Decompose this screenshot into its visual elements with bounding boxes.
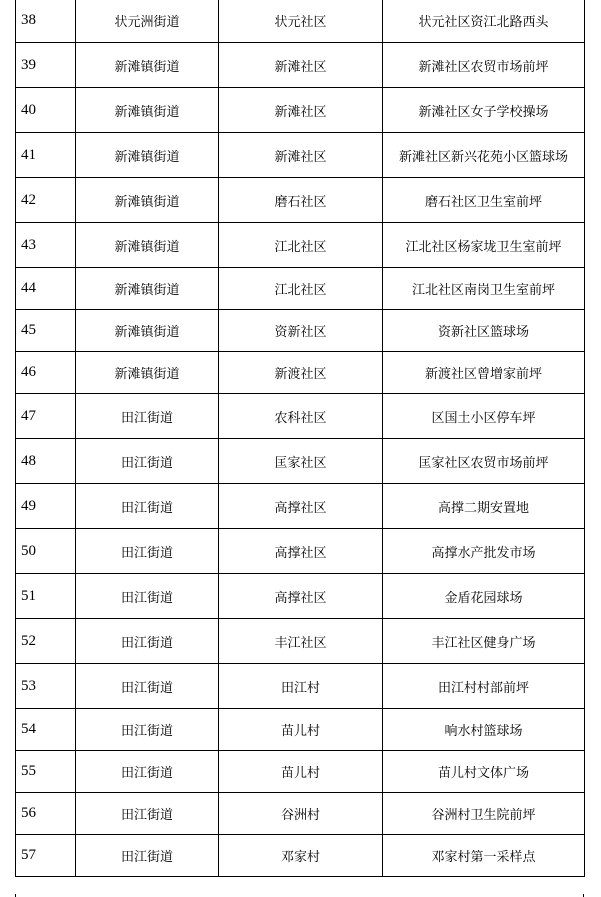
location-cell: 新滩社区女子学校操场 bbox=[383, 88, 585, 133]
location-cell: 磨石社区卫生室前坪 bbox=[383, 178, 585, 223]
location-cell: 匡家社区农贸市场前坪 bbox=[383, 439, 585, 484]
location-cell: 江北社区杨家垅卫生室前坪 bbox=[383, 223, 585, 268]
location-cell: 新滩社区新兴花苑小区篮球场 bbox=[383, 133, 585, 178]
table-row bbox=[16, 835, 585, 877]
row-number: 48 bbox=[16, 439, 76, 484]
community-cell: 新滩社区 bbox=[219, 43, 383, 88]
location-cell: 谷洲村卫生院前坪 bbox=[383, 793, 585, 835]
street-cell: 田江街道 bbox=[76, 574, 219, 619]
location-cell: 响水村篮球场 bbox=[383, 709, 585, 751]
street-cell: 状元洲街道 bbox=[76, 0, 219, 43]
table-row bbox=[16, 223, 585, 268]
row-number: 44 bbox=[16, 268, 76, 310]
location-cell: 高撑水产批发市场 bbox=[383, 529, 585, 574]
community-cell: 磨石社区 bbox=[219, 178, 383, 223]
community-cell: 苗儿村 bbox=[219, 751, 383, 793]
community-cell: 谷洲村 bbox=[219, 793, 383, 835]
table-row bbox=[16, 352, 585, 394]
street-cell: 田江街道 bbox=[76, 709, 219, 751]
row-number: 41 bbox=[16, 133, 76, 178]
table-row bbox=[16, 793, 585, 835]
street-cell: 新滩镇街道 bbox=[76, 133, 219, 178]
row-number: 49 bbox=[16, 484, 76, 529]
location-cell: 苗儿村文体广场 bbox=[383, 751, 585, 793]
row-number: 51 bbox=[16, 574, 76, 619]
table-row bbox=[16, 664, 585, 709]
community-cell: 匡家社区 bbox=[219, 439, 383, 484]
location-cell: 新渡社区曾增家前坪 bbox=[383, 352, 585, 394]
community-cell: 苗儿村 bbox=[219, 709, 383, 751]
street-cell: 田江街道 bbox=[76, 394, 219, 439]
community-cell: 邓家村 bbox=[219, 835, 383, 877]
street-cell: 田江街道 bbox=[76, 439, 219, 484]
row-number: 46 bbox=[16, 352, 76, 394]
table-row bbox=[16, 484, 585, 529]
street-cell: 新滩镇街道 bbox=[76, 178, 219, 223]
community-cell: 江北社区 bbox=[219, 223, 383, 268]
street-cell: 田江街道 bbox=[76, 751, 219, 793]
location-cell: 区国土小区停车坪 bbox=[383, 394, 585, 439]
table-row bbox=[16, 88, 585, 133]
sampling-site-table-container bbox=[15, 0, 584, 877]
table-row bbox=[16, 268, 585, 310]
table-row bbox=[16, 751, 585, 793]
table-row bbox=[16, 310, 585, 352]
table-row bbox=[16, 133, 585, 178]
community-cell: 新滩社区 bbox=[219, 88, 383, 133]
row-number: 47 bbox=[16, 394, 76, 439]
location-cell: 高撑二期安置地 bbox=[383, 484, 585, 529]
community-cell: 资新社区 bbox=[219, 310, 383, 352]
row-number: 53 bbox=[16, 664, 76, 709]
table-row bbox=[16, 0, 585, 43]
location-cell: 新滩社区农贸市场前坪 bbox=[383, 43, 585, 88]
location-cell: 状元社区资江北路西头 bbox=[383, 0, 585, 43]
row-number: 38 bbox=[16, 0, 76, 43]
street-cell: 田江街道 bbox=[76, 484, 219, 529]
street-cell: 新滩镇街道 bbox=[76, 310, 219, 352]
location-cell: 江北社区南岗卫生室前坪 bbox=[383, 268, 585, 310]
row-number: 42 bbox=[16, 178, 76, 223]
street-cell: 新滩镇街道 bbox=[76, 88, 219, 133]
row-number: 56 bbox=[16, 793, 76, 835]
table-row bbox=[16, 178, 585, 223]
street-cell: 新滩镇街道 bbox=[76, 352, 219, 394]
table-row bbox=[16, 574, 585, 619]
community-cell: 江北社区 bbox=[219, 268, 383, 310]
row-number: 57 bbox=[16, 835, 76, 877]
location-cell: 田江村村部前坪 bbox=[383, 664, 585, 709]
sampling-site-table bbox=[15, 0, 585, 877]
community-cell: 状元社区 bbox=[219, 0, 383, 43]
street-cell: 新滩镇街道 bbox=[76, 268, 219, 310]
community-cell: 新滩社区 bbox=[219, 133, 383, 178]
row-number: 55 bbox=[16, 751, 76, 793]
street-cell: 新滩镇街道 bbox=[76, 43, 219, 88]
table-row bbox=[16, 709, 585, 751]
street-cell: 新滩镇街道 bbox=[76, 223, 219, 268]
location-cell: 金盾花园球场 bbox=[383, 574, 585, 619]
community-cell: 高撑社区 bbox=[219, 529, 383, 574]
community-cell: 丰江社区 bbox=[219, 619, 383, 664]
row-number: 39 bbox=[16, 43, 76, 88]
street-cell: 田江街道 bbox=[76, 619, 219, 664]
row-number: 54 bbox=[16, 709, 76, 751]
table-body bbox=[16, 0, 585, 877]
community-cell: 高撑社区 bbox=[219, 574, 383, 619]
table-row bbox=[16, 619, 585, 664]
table-row bbox=[16, 439, 585, 484]
street-cell: 田江街道 bbox=[76, 664, 219, 709]
street-cell: 田江街道 bbox=[76, 835, 219, 877]
row-number: 50 bbox=[16, 529, 76, 574]
community-cell: 农科社区 bbox=[219, 394, 383, 439]
community-cell: 新渡社区 bbox=[219, 352, 383, 394]
street-cell: 田江街道 bbox=[76, 793, 219, 835]
street-cell: 田江街道 bbox=[76, 529, 219, 574]
table-row bbox=[16, 43, 585, 88]
row-number: 40 bbox=[16, 88, 76, 133]
row-number: 43 bbox=[16, 223, 76, 268]
table-row bbox=[16, 529, 585, 574]
location-cell: 丰江社区健身广场 bbox=[383, 619, 585, 664]
community-cell: 高撑社区 bbox=[219, 484, 383, 529]
location-cell: 邓家村第一采样点 bbox=[383, 835, 585, 877]
row-number: 52 bbox=[16, 619, 76, 664]
row-number: 45 bbox=[16, 310, 76, 352]
community-cell: 田江村 bbox=[219, 664, 383, 709]
table-row bbox=[16, 394, 585, 439]
location-cell: 资新社区篮球场 bbox=[383, 310, 585, 352]
